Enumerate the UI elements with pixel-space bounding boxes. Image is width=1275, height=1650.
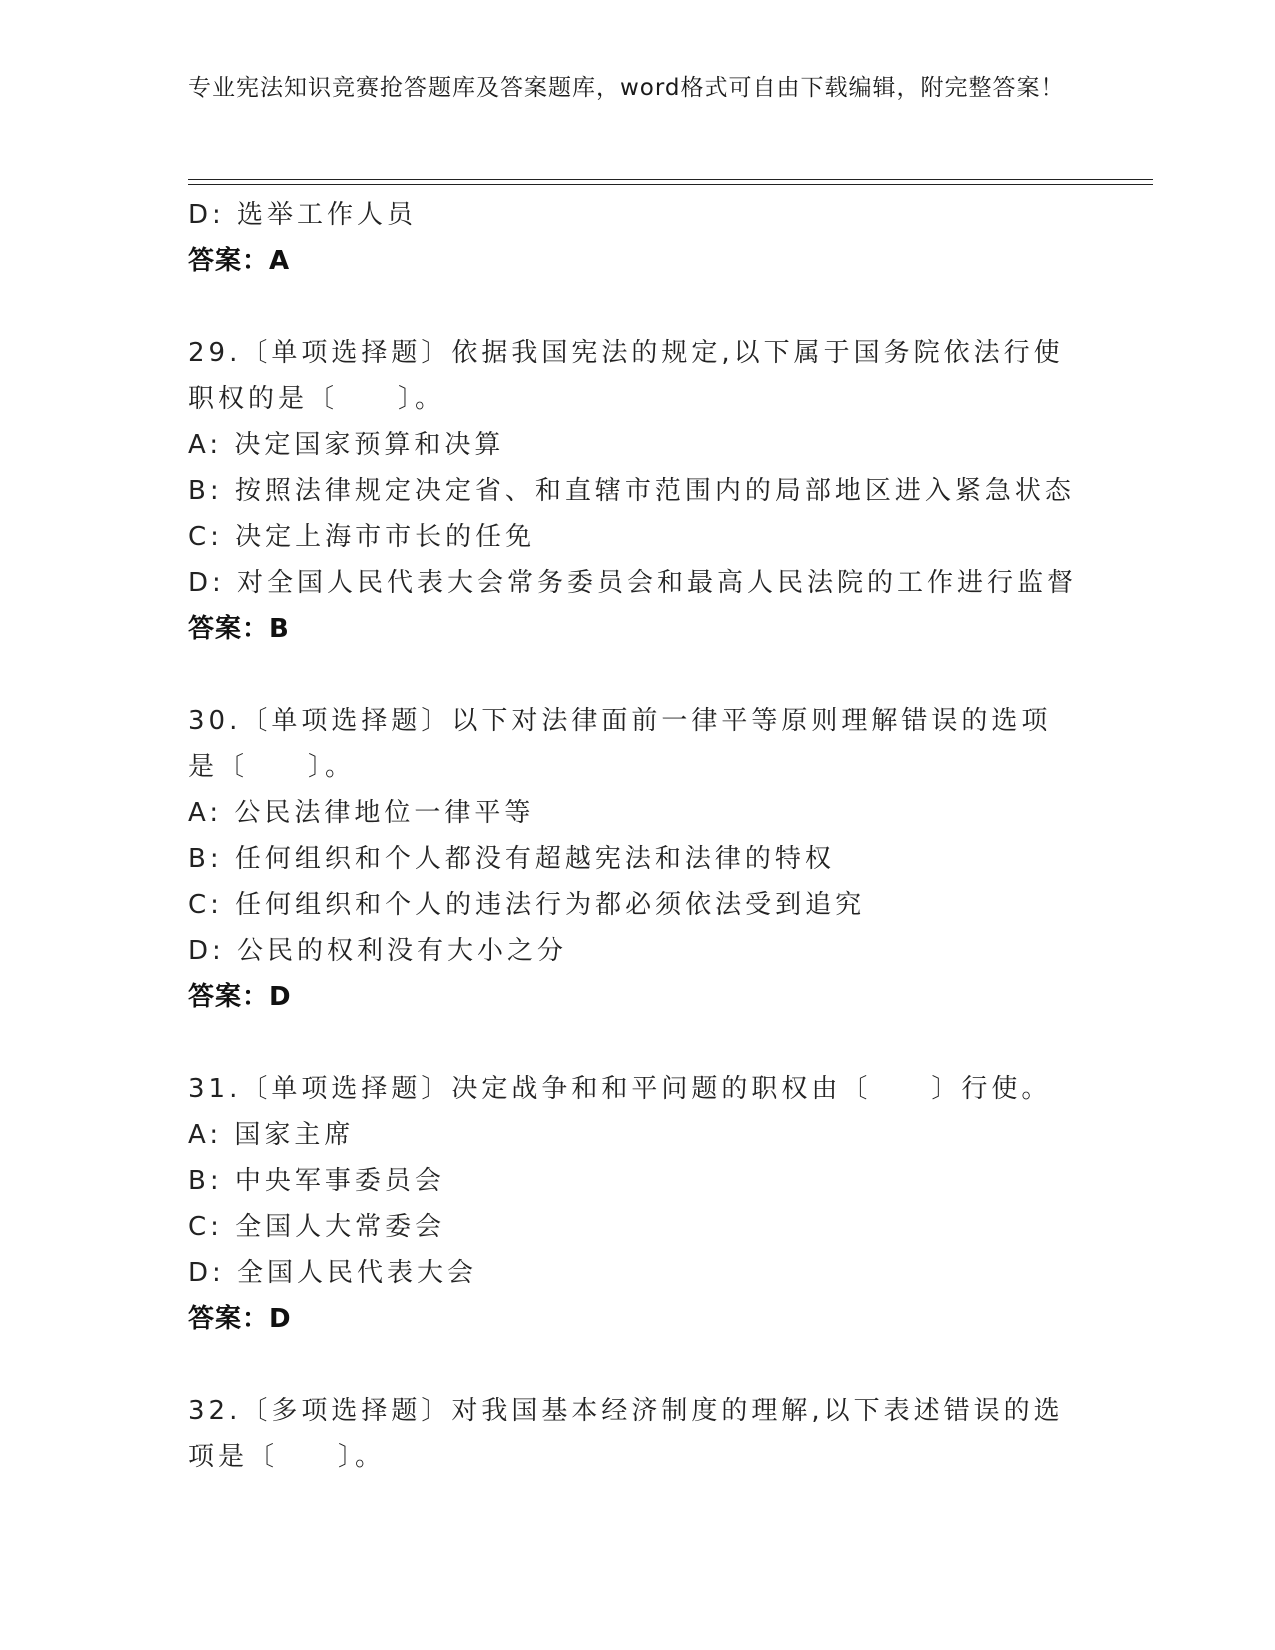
option-b: B: 任何组织和个人都没有超越宪法和法律的特权 [188, 844, 835, 874]
question-block [188, 1388, 1088, 1480]
spacer [188, 284, 1088, 330]
option-d: D: 全国人民代表大会 [188, 1258, 478, 1288]
answer-line: 答案：D [188, 1304, 292, 1334]
question-text: 32.〔多项选择题〕对我国基本经济制度的理解,以下表述错误的选项是〔 〕。 [188, 1396, 1064, 1472]
spacer [188, 1020, 1088, 1066]
option-c: C: 决定上海市市长的任免 [188, 522, 536, 552]
question-block [188, 192, 1088, 284]
option-d: D: 选举工作人员 [188, 200, 418, 230]
question-list [188, 192, 1088, 1480]
option-a: A: 决定国家预算和决算 [188, 430, 505, 460]
answer-line: 答案：B [188, 614, 290, 644]
question-block [188, 1066, 1088, 1342]
spacer [188, 652, 1088, 698]
option-b: B: 中央军事委员会 [188, 1166, 445, 1196]
question-block [188, 698, 1088, 1020]
option-a: A: 公民法律地位一律平等 [188, 798, 535, 828]
page-header: 专业宪法知识竞赛抢答题库及答案题库，word格式可自由下载编辑，附完整答案！ [188, 75, 1065, 101]
question-text: 31.〔单项选择题〕决定战争和和平问题的职权由〔 〕行使。 [188, 1074, 1052, 1104]
option-b: B: 按照法律规定决定省、和直辖市范围内的局部地区进入紧急状态 [188, 476, 1075, 506]
header-rule-top [188, 179, 1153, 180]
question-text: 29.〔单项选择题〕依据我国宪法的规定,以下属于国务院依法行使职权的是〔 〕。 [188, 338, 1064, 414]
option-d: D: 对全国人民代表大会常务委员会和最高人民法院的工作进行监督 [188, 568, 1078, 598]
spacer [188, 1342, 1088, 1388]
header-rule-bottom [188, 184, 1153, 185]
option-c: C: 任何组织和个人的违法行为都必须依法受到追究 [188, 890, 866, 920]
answer-line: 答案：A [188, 246, 291, 276]
option-c: C: 全国人大常委会 [188, 1212, 446, 1242]
answer-line: 答案：D [188, 982, 292, 1012]
question-block [188, 330, 1088, 652]
question-text: 30.〔单项选择题〕以下对法律面前一律平等原则理解错误的选项是〔 〕。 [188, 706, 1052, 782]
option-d: D: 公民的权利没有大小之分 [188, 936, 568, 966]
option-a: A: 国家主席 [188, 1120, 355, 1150]
